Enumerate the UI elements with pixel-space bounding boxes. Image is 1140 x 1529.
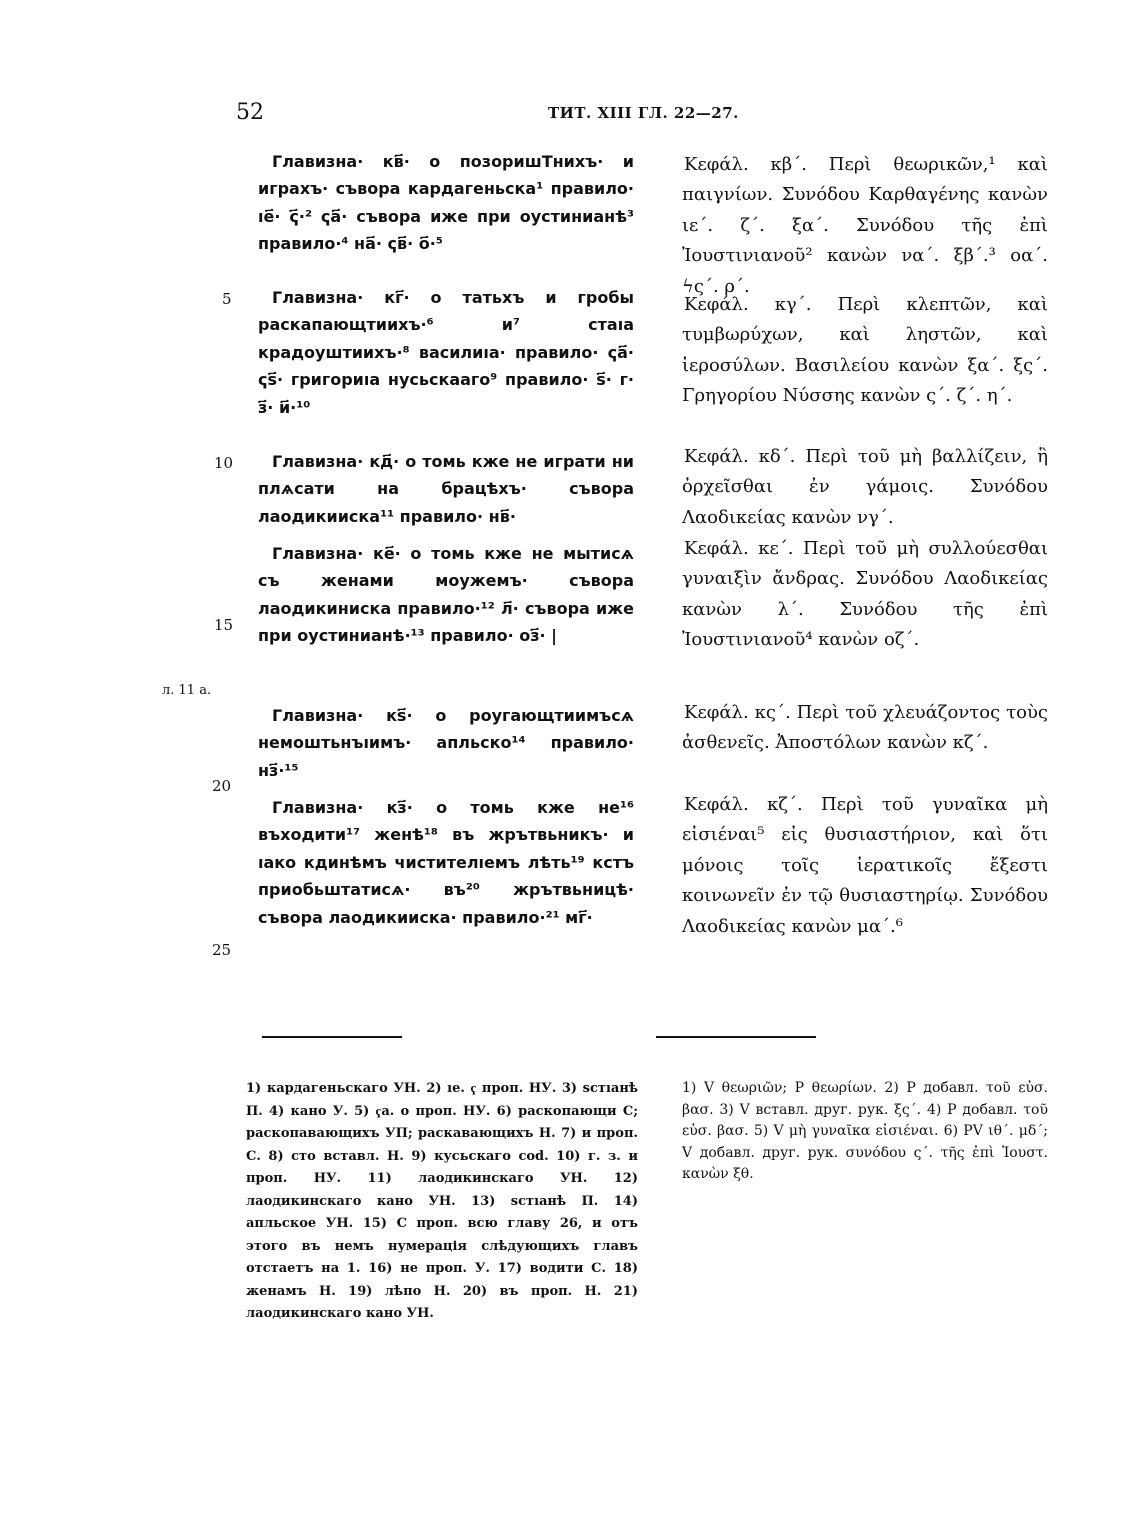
- running-title: ТИТ. XIII ГЛ. 22—27.: [548, 104, 739, 122]
- greek-chapter-24: Κεφάλ. κδ΄. Περὶ τοῦ μὴ βαλλίζειν, ἢ ὀρχεῖσθαι ἐν γάμοις. Συνόδου Λαοδικείας κανὼν νγ΄.: [682, 446, 1048, 528]
- footnotes-left: [246, 1078, 638, 1326]
- line-number-15: 15: [214, 616, 234, 634]
- footnotes-right-text: 1) V θεωριῶν; P θεωρίων. 2) P добавл. τοῦ εὐσ. βασ. 3) V вставл. друг. рук. ξς΄. 4) P добавл. τοῦ εὐσ. βασ. 5) V μὴ γυναῖκα εἰσιέναι. 6) PV ιθ΄. μδ΄; V добавл. друг. рук. συνόδου ς΄. τῆς ἐπὶ Ἰουστ. κανὼν ξθ.: [682, 1080, 1048, 1182]
- slavonic-chapter-26: Главизна· кѕ҃· о роугающтиимъсѧ немоштьнъıимъ· апльско¹⁴ правило· нз҃·¹⁵: [258, 706, 634, 780]
- slavonic-chapter-27: Главизна· кз҃· о томь кже не¹⁶ въходити¹⁷ женѣ¹⁸ въ жрътвьникъ· и ıако кдинѣмъ чистителıемъ лѣть¹⁹ кстъ приобьштатисѧ· въ²⁰ жрътвьницѣ· съвора лаодикиискa· правило·²¹ мг҃·: [258, 798, 634, 927]
- greek-chapter-25: Κεφάλ. κε΄. Περὶ τοῦ μὴ συλλούεσθαι γυναιξὶν ἄνδρας. Συνόδου Λαοδικείας κανὼν λ΄. Συνόδου τῆς ἐπὶ Ἰουστινιανοῦ⁴ κανὼν οζ΄.: [682, 538, 1048, 651]
- line-number-20: 20: [212, 777, 232, 795]
- margin-folio: л. 11 а.: [162, 683, 212, 698]
- footnotes-left-text: 1) кардагеньскаго УН. 2) ıе. ҁ проп. НУ. 3) ѕстıанѣ П. 4) кано У. 5) ҁа. о проп. НУ. 6) раскопающи С; раскопавающихъ УП; раскавающихъ Н. 7) и проп. С. 8) сто вставл. Н. 9) кусьскаго cod. 10) г. з. и проп. НУ. 11) лаодикинскаго УН. 12) лаодикинскаго кано УН. 13) ѕстıанѣ П. 14) апльское УН. 15) С проп. всю главу 26, и отъ этого въ немъ нумерація слѣдующихъ главъ отстаетъ на 1. 16) не проп. У. 17) водити С. 18) женамъ Н. 19) лѣпо Н. 20) въ проп. Н. 21) лаодикинскаго кано УН.: [246, 1081, 638, 1321]
- line-number-5: 5: [222, 290, 232, 308]
- greek-chapter-22: Κεφάλ. κβ΄. Περὶ θεωρικῶν,¹ καὶ παιγνίων. Συνόδου Καρθαγένης κανὼν ιε΄. ζ΄. ξα΄. Συνόδου τῆς ἐπὶ Ἰουστινιανοῦ² κανὼν να΄. ξβ΄.³ οα΄. ϟς΄. ρ΄.: [682, 154, 1048, 297]
- line-number-10: 10: [214, 454, 234, 472]
- page-number: 52: [236, 100, 264, 125]
- slavonic-chapter-23: Главизна· кг҃· о татьхъ и гробы раскапающтиихъ·⁶ и⁷ стаıа крадоуштиихъ·⁸ василиıа· правило· ҁа҃· ҁѕ҃· григориıа нусьскааго⁹ правило· ѕ҃· г· з҃· и҃·¹⁰: [258, 288, 634, 417]
- slavonic-chapter-24: Главизна· кд҃· о томь кже не играти ни плѧсати на брацѣхъ· съвора лаодикиискa¹¹ правило· нв҃·: [258, 452, 634, 526]
- footnote-rule-right: [656, 1036, 816, 1038]
- footnotes-right: [682, 1078, 1048, 1186]
- line-number-25: 25: [212, 941, 232, 959]
- footnote-rule-left: [262, 1036, 402, 1038]
- slavonic-chapter-25: Главизна· ке҃· о томь кже не мытисѧ съ женами моужемъ· съвора лаодикиниска правило·¹² л҃· съвора иже при оустинианѣ·¹³ правило· оз҃· |: [258, 544, 634, 646]
- greek-chapter-23: Κεφάλ. κγ΄. Περὶ κλεπτῶν, καὶ τυμβωρύχων, καὶ ληστῶν, καὶ ἱεροσύλων. Βασιλείου κανὼν ξα΄. ξς΄. Γρηγορίου Νύσσης κανὼν ς΄. ζ΄. η΄.: [682, 294, 1048, 407]
- greek-chapter-26: Κεφάλ. κς΄. Περὶ τοῦ χλευάζοντος τοὺς ἀσθενεῖς. Ἀποστόλων κανὼν κζ΄.: [682, 702, 1048, 754]
- slavonic-column: [258, 148, 634, 931]
- greek-column: [682, 150, 1048, 942]
- slavonic-chapter-22: Главизна· кв҃· о позоришТнихъ· и играхъ· съвора кардагеньска¹ правило· ıе҃· ҁ҃·² ҁа҃· съвора иже при оустинианѣ³ правило·⁴ на҃· ҁв҃· о҃·⁵: [258, 152, 634, 254]
- greek-chapter-27: Κεφάλ. κζ΄. Περὶ τοῦ γυναῖκα μὴ εἰσιέναι⁵ εἰς θυσιαστήριον, καὶ ὅτι μόνοις τοῖς ἱερατικοῖς ἔξεστι κοινωνεῖν ἐν τῷ θυσιαστηρίῳ. Συνόδου Λαοδικείας κανὼν μα΄.⁶: [682, 794, 1048, 937]
